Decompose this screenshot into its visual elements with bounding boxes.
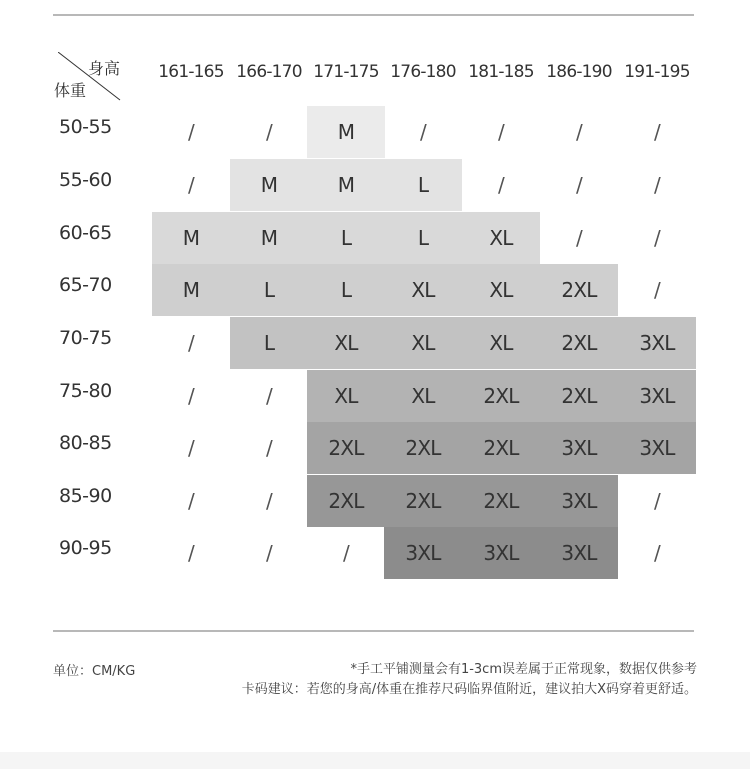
size-cell-empty: / — [188, 120, 194, 144]
size-cell-empty: / — [654, 541, 660, 565]
size-cell: M — [152, 264, 230, 316]
weight-row-header: 50-55 — [59, 116, 112, 138]
size-cell: 3XL — [540, 422, 618, 474]
size-cell-empty: / — [654, 173, 660, 197]
size-cell: 3XL — [618, 317, 696, 369]
size-cell: 3XL — [540, 475, 618, 527]
size-cell: 3XL — [540, 527, 618, 579]
size-cell-empty: / — [576, 173, 582, 197]
weight-row-header: 55-60 — [59, 169, 112, 191]
height-column-header: 191-195 — [624, 62, 690, 82]
size-cell-empty: / — [188, 541, 194, 565]
weight-row-header: 90-95 — [59, 537, 112, 559]
size-cell-empty: / — [654, 226, 660, 250]
size-cell: 2XL — [462, 370, 540, 422]
size-cell: 2XL — [462, 475, 540, 527]
measurement-note: *手工平铺测量会有1-3cm误差属于正常现象，数据仅供参考 — [350, 662, 697, 677]
size-cell: M — [307, 159, 385, 211]
size-cell-empty: / — [266, 541, 272, 565]
height-column-header: 186-190 — [546, 62, 612, 82]
height-column-header: 166-170 — [236, 62, 302, 82]
height-column-header: 181-185 — [468, 62, 534, 82]
size-cell: 2XL — [384, 422, 462, 474]
weight-row-header: 60-65 — [59, 222, 112, 244]
size-cell: 3XL — [618, 370, 696, 422]
size-cell: L — [307, 264, 385, 316]
size-cell: XL — [307, 370, 385, 422]
size-cell-empty: / — [266, 489, 272, 513]
unit-label: 单位：CM/KG — [53, 664, 136, 679]
height-column-header: 176-180 — [390, 62, 456, 82]
size-cell: 3XL — [462, 527, 540, 579]
size-cell-empty: / — [266, 384, 272, 408]
size-cell-empty: / — [498, 173, 504, 197]
size-cell-empty: / — [576, 120, 582, 144]
size-cell: L — [230, 264, 308, 316]
size-cell-empty: / — [498, 120, 504, 144]
height-corner-label: 身高 — [88, 59, 121, 78]
size-cell: M — [152, 212, 230, 264]
size-cell: XL — [384, 370, 462, 422]
weight-row-header: 85-90 — [59, 485, 112, 507]
size-cell-empty: / — [420, 120, 426, 144]
size-cell: L — [307, 212, 385, 264]
size-cell-empty: / — [343, 541, 349, 565]
size-cell: 2XL — [307, 475, 385, 527]
size-cell-empty: / — [188, 384, 194, 408]
size-cell-empty: / — [188, 331, 194, 355]
weight-row-header: 80-85 — [59, 432, 112, 454]
size-cell-empty: / — [188, 489, 194, 513]
size-cell: M — [230, 159, 308, 211]
size-cell: 2XL — [540, 317, 618, 369]
size-cell-empty: / — [654, 120, 660, 144]
size-cell-empty: / — [654, 489, 660, 513]
size-cell-empty: / — [266, 120, 272, 144]
bottom-divider — [53, 630, 694, 632]
weight-corner-label: 体重 — [54, 81, 87, 100]
weight-row-header: 75-80 — [59, 380, 112, 402]
weight-row-header: 70-75 — [59, 327, 112, 349]
size-advice-note: 卡码建议：若您的身高/体重在推荐尺码临界值附近，建议拍大X码穿着更舒适。 — [241, 682, 697, 697]
size-cell: L — [384, 212, 462, 264]
size-cell-empty: / — [266, 436, 272, 460]
size-cell: 2XL — [307, 422, 385, 474]
size-cell: L — [384, 159, 462, 211]
size-cell: 2XL — [384, 475, 462, 527]
size-cell: 3XL — [618, 422, 696, 474]
size-cell-empty: / — [188, 436, 194, 460]
size-cell: XL — [462, 264, 540, 316]
size-cell: XL — [462, 317, 540, 369]
size-cell: 2XL — [540, 264, 618, 316]
size-cell: 2XL — [540, 370, 618, 422]
size-cell: XL — [462, 212, 540, 264]
size-cell: 2XL — [462, 422, 540, 474]
size-cell: M — [307, 106, 385, 158]
top-divider — [53, 14, 694, 16]
size-cell: XL — [307, 317, 385, 369]
weight-row-header: 65-70 — [59, 274, 112, 296]
height-column-header: 171-175 — [313, 62, 379, 82]
size-cell: XL — [384, 264, 462, 316]
size-cell: L — [230, 317, 308, 369]
height-column-header: 161-165 — [158, 62, 224, 82]
size-cell-empty: / — [576, 226, 582, 250]
size-cell-empty: / — [654, 278, 660, 302]
size-cell: XL — [384, 317, 462, 369]
size-cell: 3XL — [384, 527, 462, 579]
size-cell: M — [230, 212, 308, 264]
size-cell-empty: / — [188, 173, 194, 197]
